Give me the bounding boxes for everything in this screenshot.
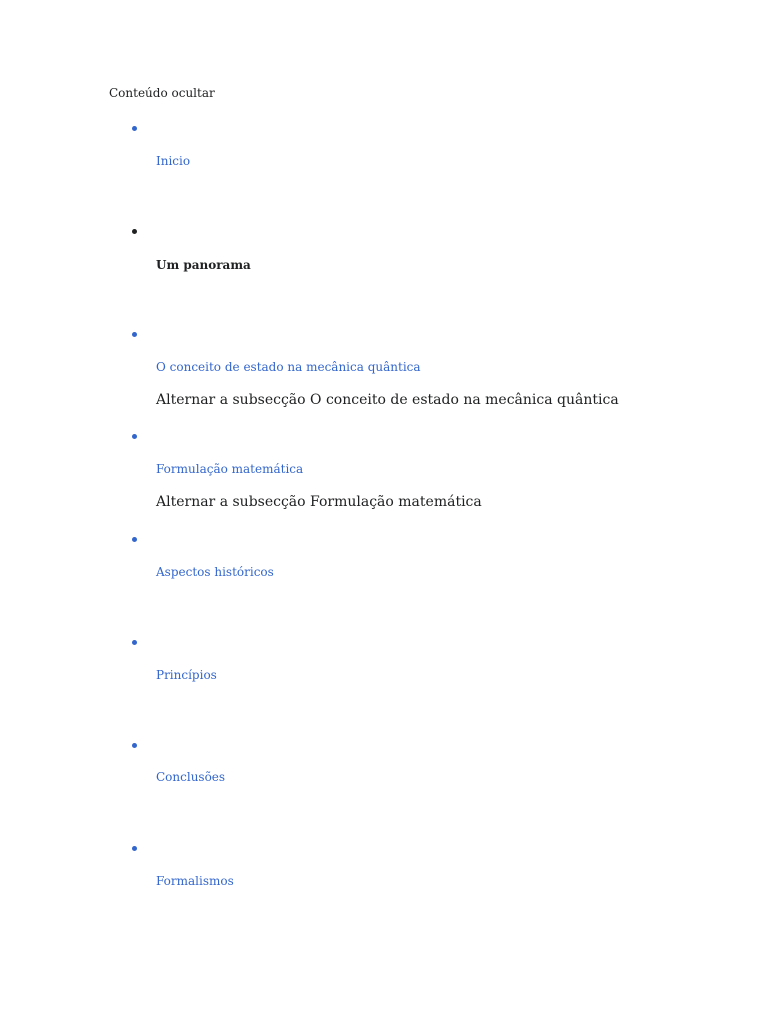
bullet-icon — [132, 743, 137, 748]
bullet-icon — [132, 537, 137, 542]
toc-link-inicio[interactable]: Inicio — [156, 154, 191, 168]
toggle-subsection-conceito-de-estado[interactable]: Alternar a subsecção O conceito de estado na mecânica quântica — [156, 392, 619, 408]
bullet-icon — [132, 846, 137, 851]
toc-link-formulacao-matematica[interactable]: Formulação matemática — [156, 462, 304, 476]
bullet-icon — [132, 229, 137, 234]
bullet-icon — [132, 434, 137, 439]
toggle-subsection-formulacao-matematica[interactable]: Alternar a subsecção Formulação matemática — [156, 494, 482, 510]
bullet-icon — [132, 332, 137, 337]
toc-link-formalismos[interactable]: Formalismos — [156, 874, 234, 888]
toc-heading[interactable]: Conteúdo ocultar — [109, 86, 215, 100]
bullet-icon — [132, 640, 137, 645]
toc-link-um-panorama[interactable]: Um panorama — [156, 258, 251, 272]
toc-link-conceito-de-estado[interactable]: O conceito de estado na mecânica quântica — [156, 360, 421, 374]
bullet-icon — [132, 126, 137, 131]
toc-link-aspectos-historicos[interactable]: Aspectos históricos — [156, 565, 274, 579]
toc-link-principios[interactable]: Princípios — [156, 668, 217, 682]
toc-link-conclusoes[interactable]: Conclusões — [156, 770, 226, 784]
